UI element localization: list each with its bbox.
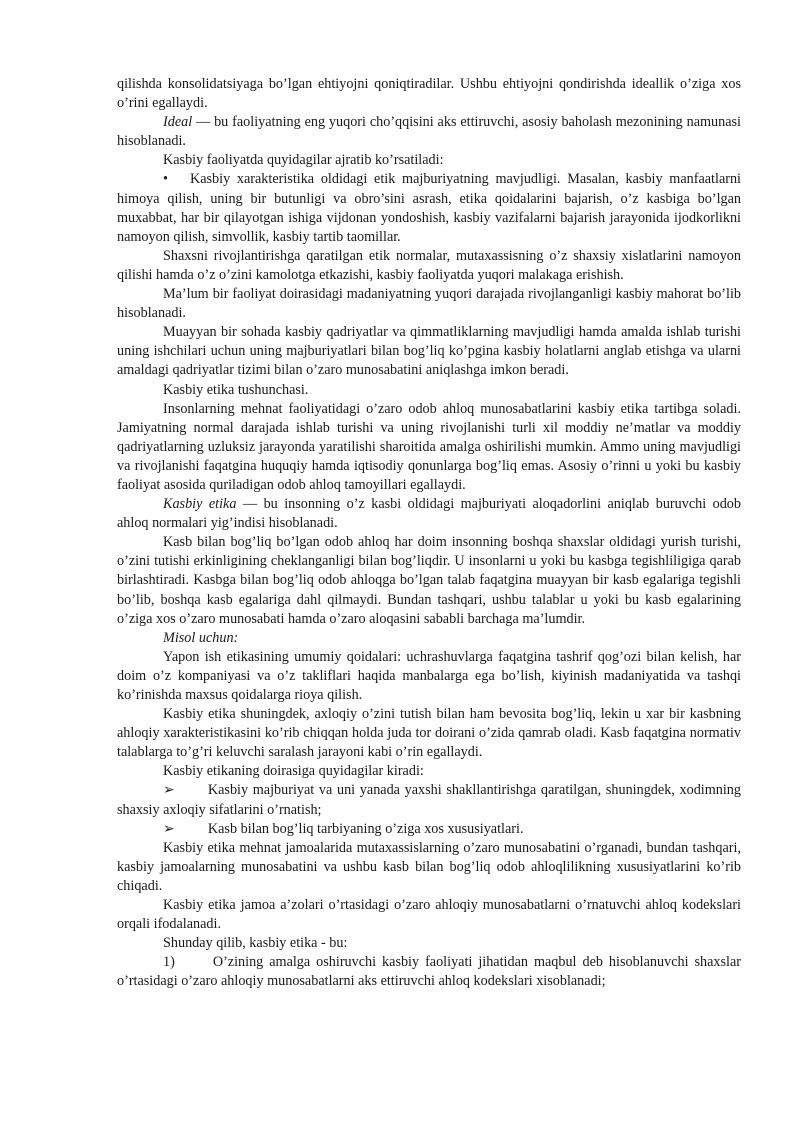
paragraph: Yapon ish etikasining umumiy qoidalari: uchrashuvlarga faqatgina tashrif qog’ozi bilan kelish, har doim o’z kompaniyasi va o’z takliflari haqida manbalarga ega bo’lish, kiyinish madaniyatida va tashqi ko’rinishda maxsus qoidalarga rioya qilish. <box>117 648 741 703</box>
paragraph: Shaxsni rivojlantirishga qaratilgan etik normalar, mutaxassisning o’z shaxsiy xislatlarini namoyon qilishi hamda o’z o’zini kamolotga etkazishi, kasbiy faoliyatda yuqori malakaga erishish. <box>117 247 741 283</box>
numbered-list-item: 1) O’zining amalga oshiruvchi kasbiy faoliyati jihatidan maqbul deb hisoblanuvchi shaxslar o’rtasidagi o’zaro ahloqiy munosabatlarni aks ettiruvchi ahloq kodekslari xisoblanadi; <box>117 954 741 990</box>
paragraph: Kasbiy faoliyatda quyidagilar ajratib ko’rsatiladi: <box>163 152 444 169</box>
paragraph: Kasbiy etika shuningdek, axloqiy o’zini tutish bilan ham bevosita bog’liq, lekin u xar bir kasbning ahloqiy xarakteristikasini ko’rib chiqqan holda juda tor doirani o’zida qamrab oladi. Kasb faqatgina normativ talablarga to’g’ri keluvchi saralash jarayoni kabi o’rin egallaydi. <box>117 706 741 761</box>
paragraph-ideal-definition: Ideal — bu faoliyatning eng yuqori cho’qqisini aks ettiruvchi, asosiy baholash mezonining namunasi hisoblanadi. <box>117 114 741 150</box>
paragraph: Kasbiy etika mehnat jamoalarida mutaxassislarning o’zaro munosabatini o’rganadi, bundan tashqari, kasbiy jamoalarning munosabatini va ushbu kasb bilan bog’liq odob ahloqlilikning xususiyatlarini ko’rib chiqadi. <box>117 839 741 894</box>
list-number: 1) <box>163 954 175 971</box>
paragraph: Kasb bilan bog’liq bo’lgan odob ahloq har doim insonning boshqa shaxslar oldidagi yurish turishi, o’zini tutishi erkinligining cheklanganligi bilan bog’liqdir. U insonlarni u yoki bu kasbga tegishliligiga qarab birlashtiradi. Kasbga bilan bog’liq odob ahloqga bo’lgan talab faqatgina muayyan bir kasb egalariga tegishli bo’lib, boshqa kasb egalariga dahl qilmaydi. Bundan tashqari, ushbu talablar u yoki bu kasb egalarining o’ziga xos o’zaro munosabati hamda o’zaro aloqasini sababli barchaga ma’lumdir. <box>117 534 741 627</box>
bullet-list-item: • Kasbiy xarakteristika oldidagi etik majburiyatning mavjudligi. Masalan, kasbiy manfaatlarni himoya qilish, uning bir butunligi va obro’sini asrash, etika qoidalarini bajarish, o’z kasbiga bo’lgan muxabbat, har bir qilayotgan ishiga vijdonan yondoshish, kasbiy vazifalarni bajarish jarayonida ijodkorlikni namoyon qilish, simvollik, kasbiy tartib taomillar. <box>117 171 741 245</box>
arrow-list-item: ➢ Kasb bilan bog’liq tarbiyaning o’ziga xos xususiyatlari. <box>163 820 524 837</box>
paragraph: Muayyan bir sohada kasbiy qadriyatlar va qimmatliklarning mavjudligi hamda amalda ishlab turishi uning ishchilari uchun uning majburiyatlari bilan bog’liq ko’pgina kasbiy holatlarni anglab etishga va ularni amaldagi qadriyatlar tizimi bilan o’zaro munosabatini aniqlashga imkon beradi. <box>117 324 741 379</box>
section-heading: Kasbiy etika tushunchasi. <box>163 381 309 398</box>
arrow-bullet-icon: ➢ <box>163 782 175 799</box>
document-page <box>117 75 741 992</box>
paragraph: Shunday qilib, kasbiy etika - bu: <box>163 935 348 952</box>
paragraph: Ma’lum bir faoliyat doirasidagi madaniyatning yuqori darajada rivojlanganligi kasbiy mahorat bo’lib hisoblanadi. <box>117 286 741 322</box>
arrow-bullet-icon: ➢ <box>163 820 175 837</box>
arrow-list-item: ➢ Kasbiy majburiyat va uni yanada yaxshi shakllantirishga qaratilgan, shuningdek, xodimning shaxsiy axloqiy sifatlarini o’rnatish; <box>117 782 741 818</box>
term-kasbiy-etika: Kasbiy etika <box>163 496 237 513</box>
term-ideal: Ideal <box>163 114 193 131</box>
paragraph: Kasbiy etika jamoa a’zolari o’rtasidagi o’zaro ahloqiy munosabatlarni o’rnatuvchi ahloq kodekslari orqali ifodalanadi. <box>117 897 741 933</box>
paragraph-kasbiy-etika-definition: Kasbiy etika — bu insonning o’z kasbi oldidagi majburiyati aloqadorlini aniqlab buruvchi odob ahloq normalari yig’indisi hisoblanadi. <box>117 496 741 532</box>
paragraph: Kasbiy etikaning doirasiga quyidagilar kiradi: <box>163 763 424 780</box>
paragraph: Insonlarning mehnat faoliyatidagi o’zaro odob ahloq munosabatlarini kasbiy etika tartibga soladi. Jamiyatning normal darajada ishlab turishi va uning rivojlanishi turli xil moddiy ne’matlar va moddiy qadriyatlarning uzluksiz jarayonda yaratilishi sharoitida amalga oshirilishi mumkin. Ammo uning mavjudligi va rivojlanishi faqatgina huquqiy hamda iqtisodiy qonunlarga bog’liq emas. Asosiy o’rinni u yoki bu kasbiy faoliyat asosida quriladigan odob ahloq tamoyillari egallaydi. <box>117 400 741 493</box>
bullet-icon: • <box>163 171 168 188</box>
example-label: Misol uchun: <box>163 629 239 646</box>
paragraph: qilishda konsolidatsiyaga bo’lgan ehtiyojni qoniqtiradilar. Ushbu ehtiyojni qondirishda ideallik o’ziga xos o’rini egallaydi. <box>117 76 741 112</box>
